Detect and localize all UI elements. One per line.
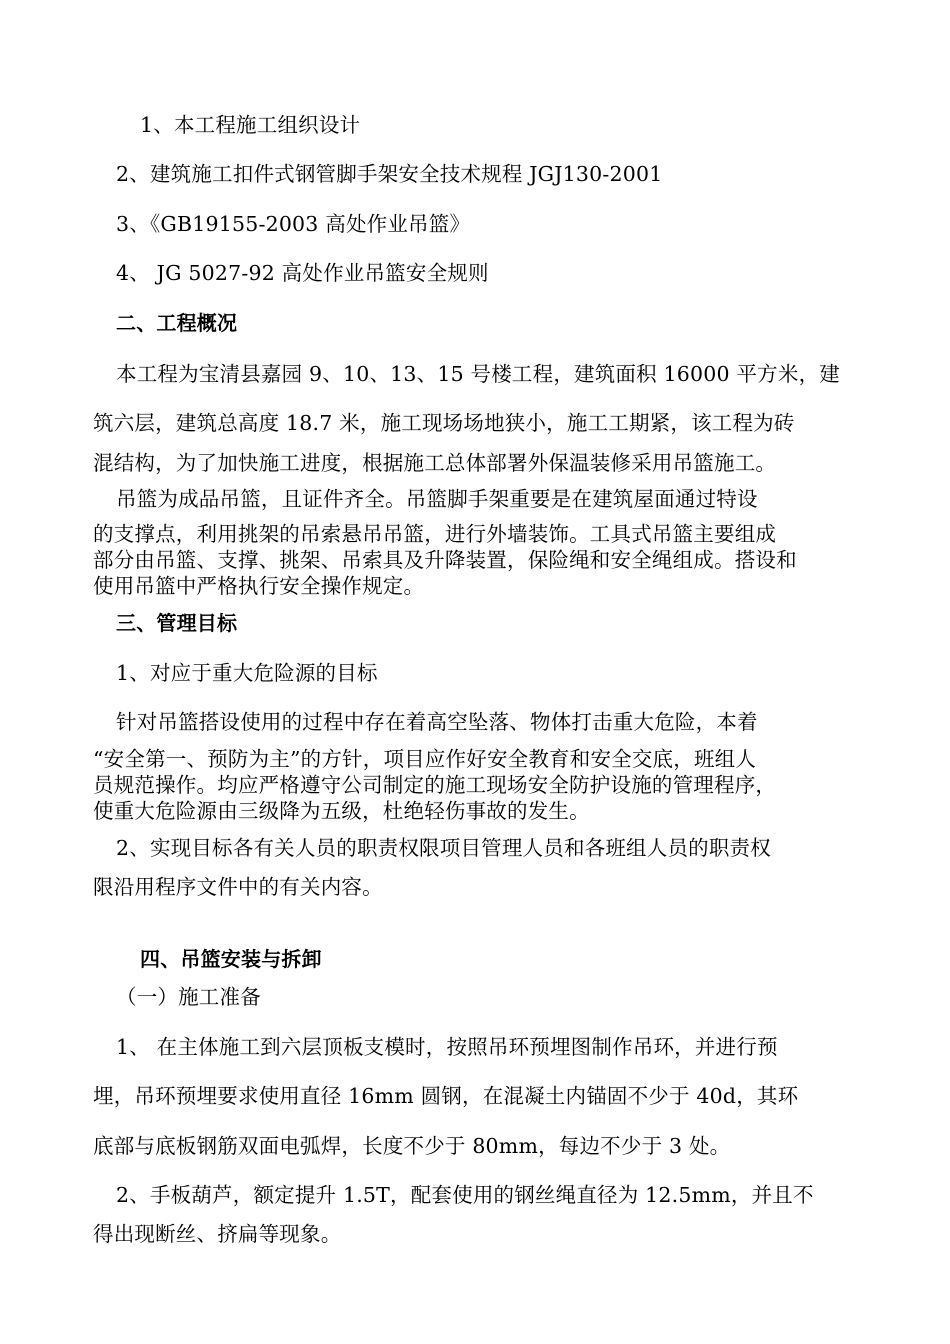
reference-item-4: 4、 JG 5027-92 高处作业吊篮安全规则 <box>116 261 489 285</box>
section-heading-overview: 二、工程概况 <box>116 311 238 335</box>
reference-item-2: 2、建筑施工扣件式钢管脚手架安全技术规程 JGJ130-2001 <box>116 162 663 186</box>
overview-para1-line2: 筑六层，建筑总高度 18.7 米，施工现场场地狭小，施工工期紧，该工程为砖 <box>93 411 795 435</box>
overview-para1-line3: 混结构，为了加快施工进度，根据施工总体部署外保温装修采用吊篮施工。 <box>93 451 777 475</box>
overview-para2-line1: 吊篮为成品吊篮，且证件齐全。吊篮脚手架重要是在建筑屋面通过特设 <box>116 487 758 511</box>
overview-para1-line1: 本工程为宝清县嘉园 9、10、13、15 号楼工程，建筑面积 16000 平方米，建 <box>116 362 840 386</box>
goals-item1-line1: 针对吊篮搭设使用的过程中存在着高空坠落、物体打击重大危险，本着 <box>116 710 758 734</box>
goals-item1-line2: “安全第一、预防为主”的方针，项目应作好安全教育和安全交底，班组人 <box>93 747 757 771</box>
overview-para2-line3: 部分由吊篮、支撑、挑架、吊索具及升降装置，保险绳和安全绳组成。搭设和 <box>93 548 797 572</box>
goals-item1-line3: 员规范操作。均应严格遵守公司制定的施工现场安全防护设施的管理程序， <box>93 773 777 797</box>
section-heading-installation: 四、吊篮安装与拆卸 <box>140 947 322 971</box>
installation-sub1-title: （一）施工准备 <box>116 985 261 1009</box>
section-heading-goals: 三、管理目标 <box>116 611 238 635</box>
goals-item1-line4: 使重大危险源由三级降为五级，杜绝轻伤事故的发生。 <box>93 799 590 823</box>
installation-item2-line2: 得出现断丝、挤扁等现象。 <box>93 1222 342 1246</box>
goals-item2-line2: 限沿用程序文件中的有关内容。 <box>93 875 383 899</box>
reference-item-3: 3、《GB19155-2003 高处作业吊篮》 <box>116 212 471 236</box>
installation-item1-line2: 埋，吊环预埋要求使用直径 16mm 圆钢，在混凝土内锚固不少于 40d，其环 <box>93 1084 799 1108</box>
installation-item1-line1: 1、 在主体施工到六层顶板支模时，按照吊环预埋图制作吊环，并进行预 <box>116 1035 778 1059</box>
reference-item-1: 1、本工程施工组织设计 <box>140 113 361 137</box>
installation-item1-line3: 底部与底板钢筋双面电弧焊，长度不少于 80mm，每边不少于 3 处。 <box>93 1134 731 1158</box>
goals-item1-title: 1、对应于重大危险源的目标 <box>116 661 378 685</box>
overview-para2-line4: 使用吊篮中严格执行安全操作规定。 <box>93 574 425 598</box>
goals-item2-line1: 2、实现目标各有关人员的职责权限项目管理人员和各班组人员的职责权 <box>116 836 771 860</box>
installation-item2-line1: 2、手板葫芦，额定提升 1.5T，配套使用的钢丝绳直径为 12.5mm，并且不 <box>116 1183 814 1207</box>
overview-para2-line2: 的支撑点，利用挑架的吊索悬吊吊篮，进行外墙装饰。工具式吊篮主要组成 <box>93 522 777 546</box>
